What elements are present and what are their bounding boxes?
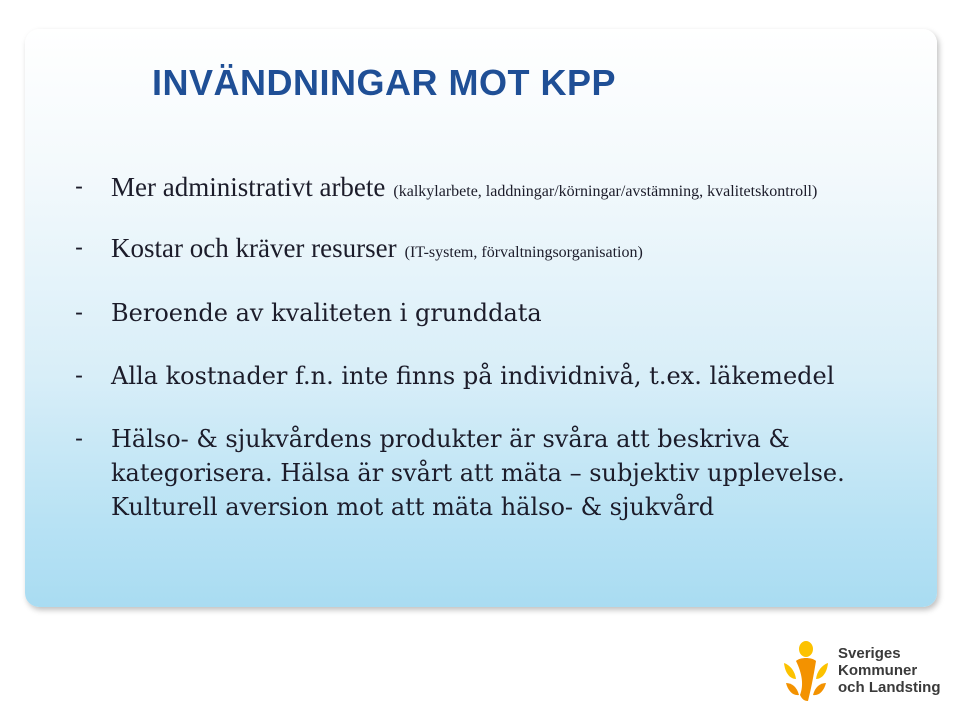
- logo-line: Kommuner: [838, 662, 918, 679]
- bullet-text-line: kategorisera. Hälsa är svårt att mäta – subjektiv upplevelse.: [111, 459, 845, 487]
- bullet-dash: -: [75, 299, 83, 326]
- emblem-leaf-left: [784, 663, 796, 679]
- skl-emblem-icon: [782, 639, 832, 705]
- emblem-body: [796, 658, 816, 701]
- emblem-leaf-lower-left: [786, 683, 799, 695]
- bullet-text: Beroende av kvaliteten i grunddata: [111, 299, 542, 327]
- bullet-dash: -: [75, 425, 83, 452]
- bullet-note: (IT-system, förvaltningsorganisation): [404, 244, 643, 261]
- skl-logo: [782, 637, 942, 707]
- emblem-leaf-right: [816, 663, 828, 679]
- bullet-note: (kalkylarbete, laddningar/körningar/avstämning, kvalitetskontroll): [393, 183, 818, 200]
- bullet-text: Alla kostnader f.n. inte finns på individnivå, t.ex. läkemedel: [111, 362, 835, 390]
- logo-wordmark: [838, 645, 941, 696]
- bullet-text-line: Kulturell aversion mot att mäta hälso- & sjukvård: [111, 493, 715, 521]
- bullet-text: Mer administrativt arbete: [111, 172, 386, 202]
- bullet-text: Kostar och kräver resurser: [111, 233, 397, 263]
- logo-line: och Landsting: [838, 679, 941, 696]
- logo-line: Sveriges: [838, 645, 901, 662]
- emblem-leaf-lower-right: [813, 683, 826, 695]
- bullet-dash: -: [75, 362, 83, 389]
- slide-title: INVÄNDNINGAR MOT KPP: [152, 62, 617, 103]
- emblem-head: [799, 641, 813, 657]
- bullet-dash: -: [75, 234, 83, 261]
- bullet-text-line: Hälso- & sjukvårdens produkter är svåra att beskriva &: [111, 425, 790, 453]
- bullet-dash: -: [75, 173, 83, 200]
